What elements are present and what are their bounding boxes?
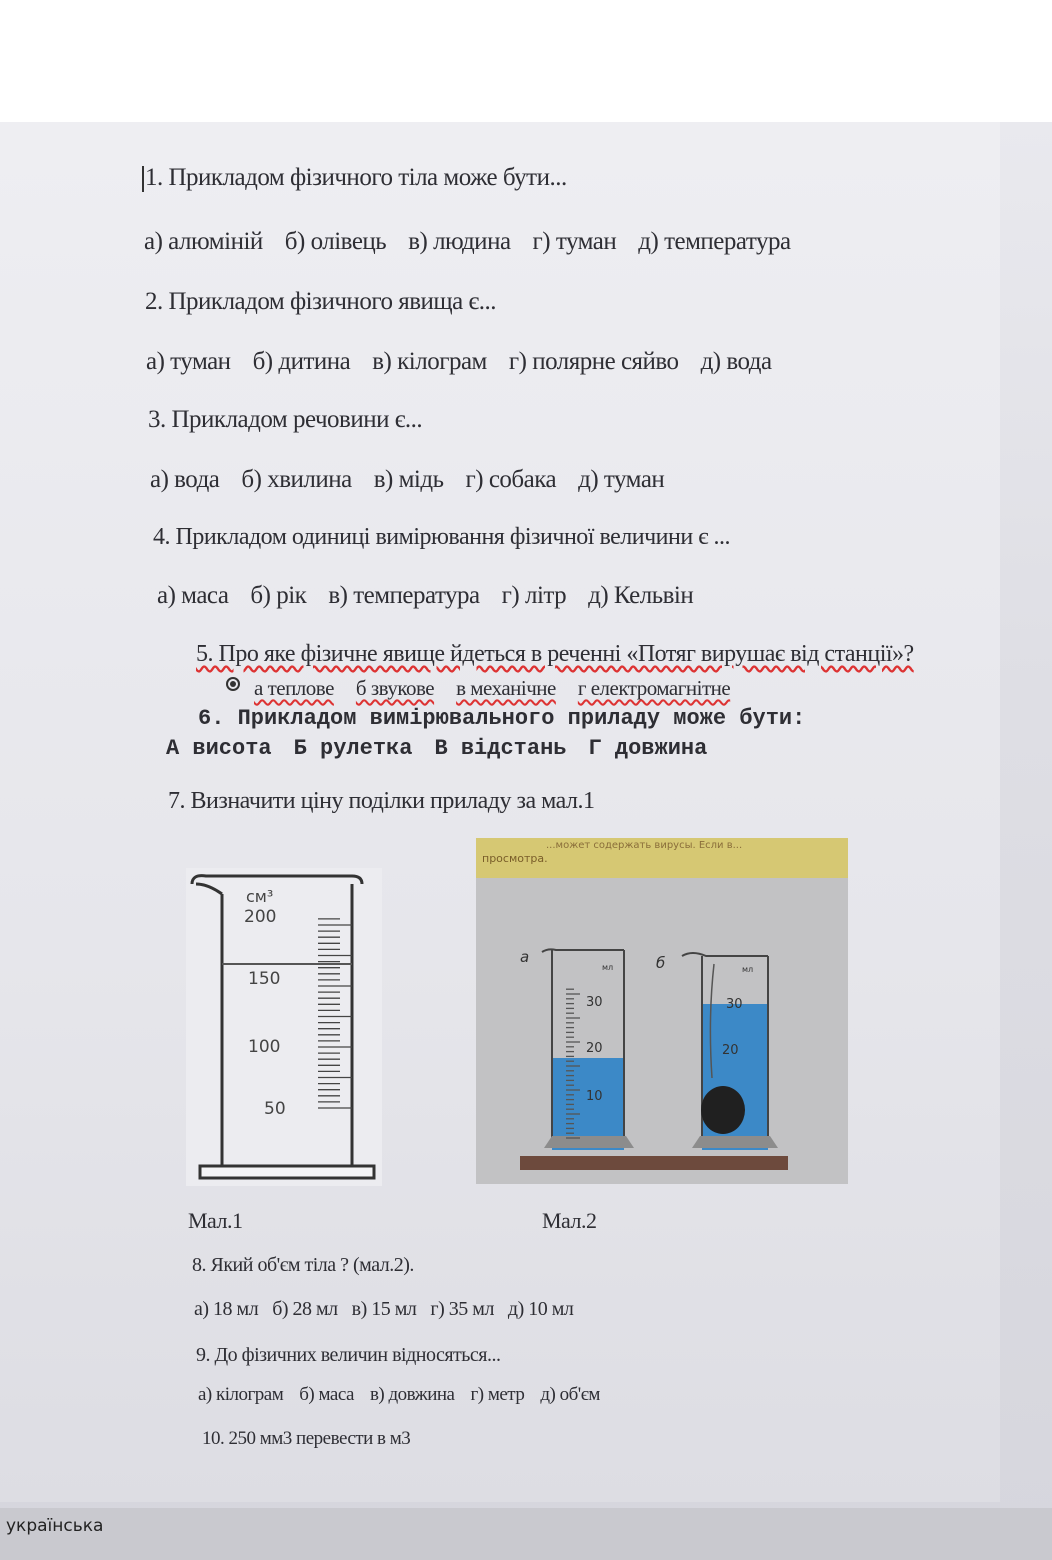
scale-label: 200 (244, 907, 277, 927)
option: в) 15 мл (351, 1298, 417, 1320)
scale-label: 30 (586, 995, 603, 1010)
figure-2-photo (476, 838, 848, 1184)
status-bar (0, 1508, 1052, 1560)
question-6: 6. Прикладом вимірювального приладу може бути: (198, 706, 806, 731)
option: д) температура (638, 228, 791, 255)
table-surface (520, 1156, 788, 1170)
question-4: 4. Прикладом одиниці вимірювання фізичної величини є ... (153, 524, 731, 550)
option: б) маса (299, 1384, 354, 1405)
figure-1-cylinder (186, 868, 382, 1186)
option: а) туман (146, 348, 231, 375)
language-indicator[interactable]: українська (6, 1516, 104, 1536)
scale-label: 50 (264, 1099, 286, 1119)
question-2-options (146, 348, 794, 376)
option: а) кілограм (198, 1384, 284, 1405)
option: а) маса (157, 582, 229, 609)
option: в) мідь (373, 466, 444, 493)
figure-1-caption: Мал.1 (188, 1208, 243, 1233)
option: г) собака (465, 466, 557, 493)
question-3: 3. Прикладом речовини є... (148, 406, 423, 433)
question-8-options (194, 1298, 573, 1321)
question-10: 10. 250 мм3 перевести в м3 (202, 1428, 411, 1449)
option: а) 18 мл (194, 1298, 259, 1320)
top-blank-area (0, 0, 1052, 122)
option: б) олівець (284, 228, 387, 255)
banner-text: ...может содержать вирусы. Если в... (546, 840, 743, 851)
option: в) температура (328, 582, 480, 609)
cylinder-a-label: а (520, 948, 530, 966)
option: г електромагнітне (577, 676, 731, 700)
option: в механічне (456, 676, 556, 700)
question-7: 7. Визначити ціну поділки приладу за мал.1 (168, 788, 595, 814)
option: г) туман (532, 228, 617, 255)
option: а теплове (254, 676, 334, 700)
figure-2-background (476, 838, 848, 1184)
question-5-options (226, 676, 730, 701)
cylinder-b-base (692, 1136, 778, 1148)
banner-text: просмотра. (482, 852, 548, 865)
unit-label: см³ (246, 887, 274, 906)
option: в) кілограм (372, 348, 487, 375)
option: г) 35 мл (430, 1298, 494, 1320)
question-9-options (198, 1384, 600, 1406)
scale-label: 20 (722, 1043, 739, 1058)
option: б) хвилина (241, 466, 352, 493)
option: д) 10 мл (507, 1298, 574, 1320)
option: д) Кельвін (588, 582, 694, 609)
option: а) вода (150, 466, 220, 493)
option: г) полярне сяйво (508, 348, 679, 375)
question-1 (142, 164, 567, 192)
cylinder-a-base (544, 1136, 634, 1148)
option: д) об'єм (540, 1384, 600, 1405)
option: в) людина (408, 228, 511, 255)
option: д) вода (700, 348, 772, 375)
question-9: 9. До фізичних величин відносяться... (196, 1344, 501, 1366)
question-4-options (157, 582, 715, 610)
option: г) метр (470, 1384, 525, 1405)
option: в) довжина (369, 1384, 455, 1405)
unit-label-a: мл (602, 963, 614, 972)
option: А висота (166, 736, 272, 761)
question-3-options (150, 466, 686, 494)
option: В відстань (434, 736, 567, 761)
scale-label: 10 (586, 1089, 603, 1104)
option: б) дитина (252, 348, 351, 375)
question-1-text: 1. Прикладом фізичного тіла може бути... (145, 164, 567, 191)
cylinder-b-label: б (656, 954, 666, 972)
option: а) алюміній (144, 228, 263, 255)
unit-label-b: мл (742, 965, 754, 974)
question-5: 5. Про яке фізичне явище йдеться в реченні «Потяг вирушає від станції»? (196, 641, 914, 667)
option: б) 28 мл (272, 1298, 338, 1320)
scale-label: 100 (248, 1037, 281, 1057)
option: б звукове (355, 676, 435, 700)
option: Б рулетка (293, 736, 413, 761)
radio-icon[interactable] (226, 677, 240, 691)
option: д) туман (578, 466, 665, 493)
question-1-options (144, 228, 813, 256)
question-2: 2. Прикладом фізичного явища є... (145, 288, 496, 315)
submerged-body (701, 1086, 745, 1134)
question-8: 8. Який об'єм тіла ? (мал.2). (192, 1254, 414, 1276)
scale-label: 30 (726, 997, 743, 1012)
option: г) літр (501, 582, 567, 609)
question-6-options (166, 736, 707, 761)
scale-label: 20 (586, 1041, 603, 1056)
cylinder-base (200, 1166, 374, 1178)
scale-label: 150 (248, 969, 281, 989)
text-cursor (142, 166, 144, 192)
figure-2-caption: Мал.2 (542, 1208, 597, 1233)
option: б) рік (250, 582, 307, 609)
option: Г довжина (588, 736, 708, 761)
